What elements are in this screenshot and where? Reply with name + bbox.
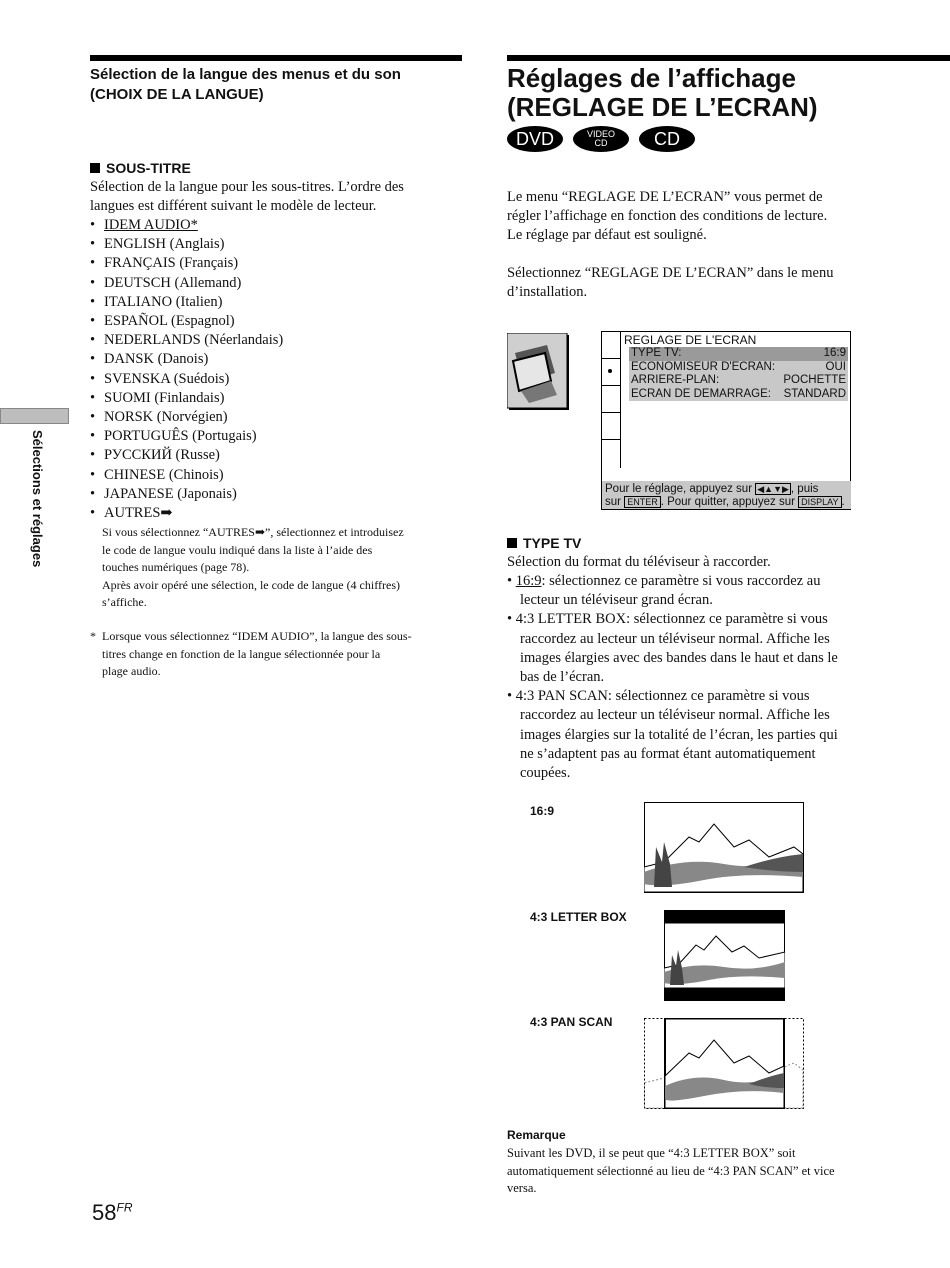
menu-rows	[629, 347, 848, 401]
menu-tab	[602, 413, 620, 440]
list-item: • DEUTSCH (Allemand)	[90, 274, 470, 293]
left-top-rule	[90, 55, 462, 61]
list-item: • JAPANESE (Japonais)	[90, 485, 470, 504]
list-item: • PORTUGUÊS (Portugais)	[90, 427, 470, 446]
list-item: • SUOMI (Finlandais)	[90, 389, 470, 408]
list-item: • DANSK (Danois)	[90, 350, 470, 369]
remark-title: Remarque	[507, 1128, 566, 1142]
language-list	[90, 216, 470, 523]
display-key: DISPLAY	[798, 496, 841, 508]
option-pan-scan: • 4:3 PAN SCAN: sélectionnez ce paramètre si vous raccordez au lecteur un téléviseur normal. Affiche les images élargies sur la totalité de l’écran, les parties qui ne s’adaptent pas au format étant automatiquement coupées.	[507, 688, 838, 782]
list-item: • РУССКИЙ (Russe)	[90, 446, 470, 465]
square-bullet-icon	[507, 538, 517, 548]
dvd-badge: DVD	[507, 126, 563, 152]
list-item: • SVENSKA (Suédois)	[90, 370, 470, 389]
list-item: • AUTRES➡	[90, 504, 470, 523]
option-16-9: • 16:9: sélectionnez ce paramètre si vous raccordez au lecteur un téléviseur grand écran.	[507, 573, 821, 609]
option-letter-box: • 4:3 LETTER BOX: sélectionnez ce paramètre si vous raccordez au lecteur un téléviseur normal. Affiche les images élargies avec des bandes dans le haut et dans le bas de l’écran.	[507, 611, 838, 686]
picture-label-pan-scan: 4:3 PAN SCAN	[530, 1015, 613, 1029]
list-item: • NORSK (Norvégien)	[90, 408, 470, 427]
menu-tab	[602, 359, 620, 386]
right-intro: Le menu “REGLAGE DE L’ECRAN” vous permet de régler l’affichage en fonction des conditions de lecture. Le réglage par défaut est souligné.	[507, 189, 828, 244]
menu-tabs	[602, 332, 621, 468]
left-heading: Sélection de la langue des menus et du son (CHOIX DE LA LANGUE)	[90, 66, 401, 103]
landscape-pan-scan-image	[644, 1018, 804, 1109]
list-item: • CHINESE (Chinois)	[90, 466, 470, 485]
menu-row-type-tv[interactable]: TYPE TV: 16:9	[631, 347, 846, 359]
autres-note: Si vous sélectionnez “AUTRES➡”, sélectionnez et introduisez le code de langue voulu indiqué dans la liste à l’aide des touches numériques (page 78). Après avoir opéré une sélection, le code de langue (4 chiffres) s’affiche.	[102, 525, 404, 609]
media-badges	[507, 126, 695, 152]
setup-menu-screen	[601, 331, 851, 510]
sous-titre-intro: Sélection de la langue pour les sous-titres. L’ordre des langues est différent suivant le modèle de lecteur.	[90, 179, 404, 215]
side-tab-label: Sélections et réglages	[30, 430, 45, 568]
list-item: • ENGLISH (Anglais)	[90, 235, 470, 254]
page-title: Réglages de l’affichage (REGLAGE DE L’ECRAN)	[507, 63, 818, 122]
select-instruction: Sélectionnez “REGLAGE DE L’ECRAN” dans le menu d’installation.	[507, 265, 834, 301]
cd-badge: CD	[639, 126, 695, 152]
list-item: • ESPAÑOL (Espagnol)	[90, 312, 470, 331]
menu-title: REGLAGE DE L'ECRAN	[624, 333, 757, 347]
type-tv-options	[507, 572, 927, 783]
page-number: $58^{FR}$	[92, 1200, 133, 1225]
menu-row-arriere-plan[interactable]: ARRIERE-PLAN: POCHETTE	[631, 374, 846, 386]
menu-footer: Pour le réglage, appuyez sur ◀▲▼▶ , puis sur ENTER . Pour quitter, appuyez sur DISPLAY .	[602, 481, 851, 509]
menu-row-economiseur[interactable]: ECONOMISEUR D'ECRAN: OUI	[631, 360, 846, 373]
list-item: • IDEM AUDIO*	[90, 216, 470, 235]
menu-tab	[602, 386, 620, 413]
picture-label-16-9: 16:9	[530, 804, 555, 818]
video-cd-badge: VIDEO CD	[573, 126, 629, 152]
landscape-letter-box-image	[664, 910, 785, 1001]
picture-label-letter-box: 4:3 LETTER BOX	[530, 910, 627, 924]
footnote-mark: *	[90, 629, 96, 643]
arrow-keys-icon: ◀▲▼▶	[757, 484, 789, 494]
tv-setup-icon	[507, 333, 569, 410]
remark-text: Suivant les DVD, il se peut que “4:3 LETTER BOX” soit automatiquement sélectionné au lieu de “4:3 PAN SCAN” et vice versa.	[507, 1146, 835, 1195]
list-item: • NEDERLANDS (Néerlandais)	[90, 331, 470, 350]
side-tab-marker	[0, 408, 69, 424]
type-tv-intro: Sélection du format du téléviseur à raccorder.	[507, 554, 771, 570]
footnote: Lorsque vous sélectionnez “IDEM AUDIO”, la langue des sous- titres change en fonction de la langue sélectionnée pour la plage audio.	[102, 629, 412, 678]
type-tv-heading: TYPE TV	[507, 535, 581, 551]
enter-key: ENTER	[624, 496, 661, 508]
square-bullet-icon	[90, 163, 100, 173]
list-item: • ITALIANO (Italien)	[90, 293, 470, 312]
right-top-rule	[507, 55, 950, 61]
menu-tab	[602, 332, 620, 359]
menu-row-ecran-demarrage[interactable]: ECRAN DE DEMARRAGE: STANDARD	[631, 387, 846, 400]
menu-tab	[602, 440, 620, 466]
list-item: • FRANÇAIS (Français)	[90, 254, 470, 273]
sous-titre-heading: SOUS-TITRE	[90, 160, 191, 176]
landscape-16-9-image	[644, 802, 804, 893]
